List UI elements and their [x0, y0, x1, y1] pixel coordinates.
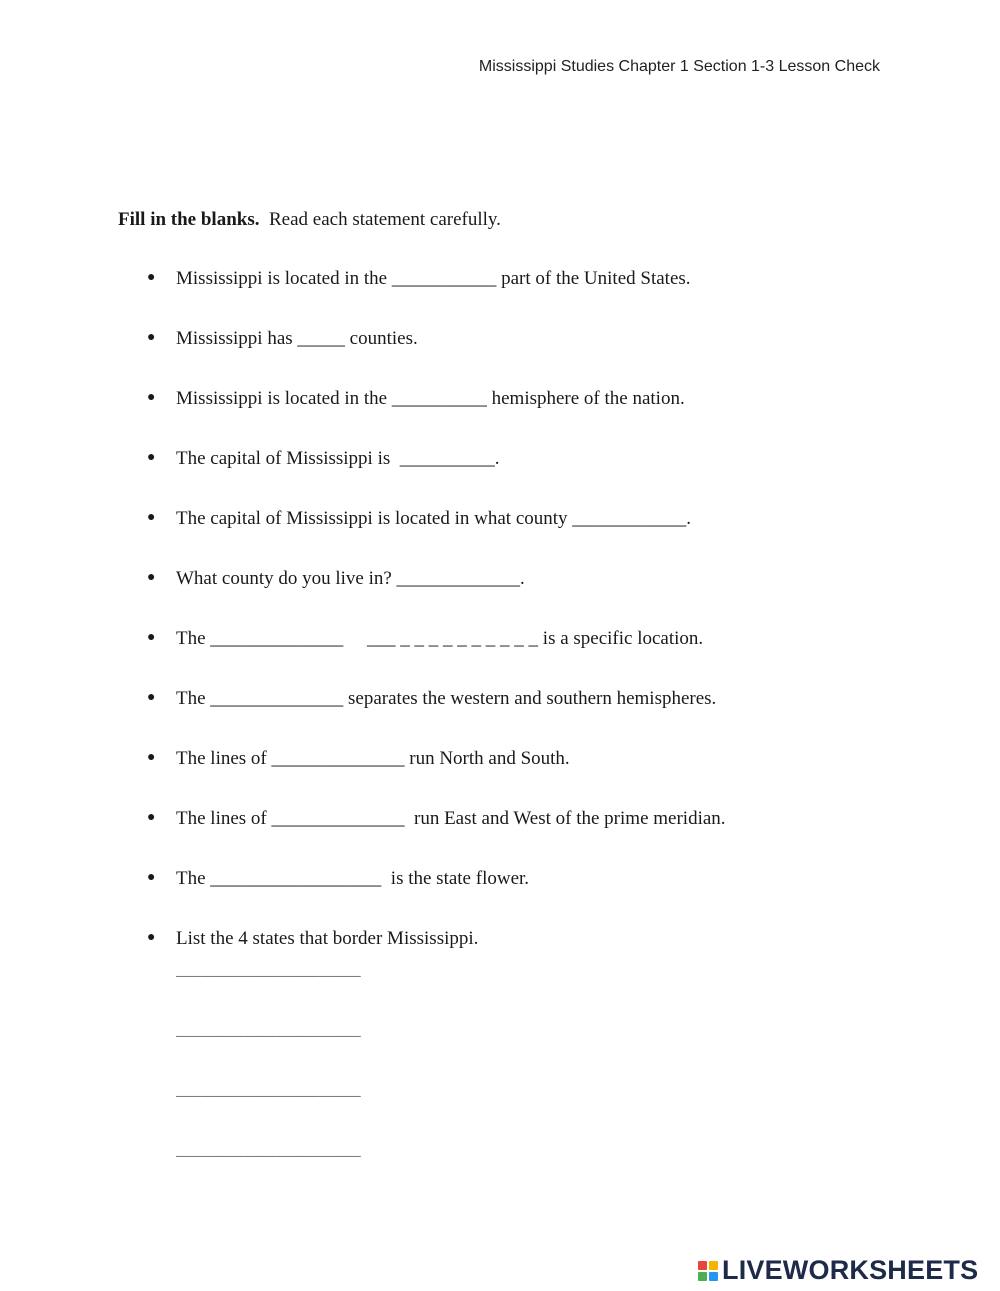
bullet-icon: ●: [147, 390, 156, 405]
answer-blank: ______________________: [176, 1084, 361, 1100]
question-text: The __________________ is the state flower.: [176, 868, 530, 889]
bullet-icon: ●: [147, 810, 156, 825]
bullet-icon: ●: [147, 450, 156, 465]
question-item: [0, 808, 1000, 868]
bullet-icon: ●: [147, 870, 156, 885]
question-item: [0, 748, 1000, 808]
question-item: [0, 448, 1000, 508]
answer-blank: ______________________: [176, 1144, 361, 1160]
question-text: The capital of Mississippi is __________.: [176, 448, 500, 469]
question-text: The lines of ______________ run East and West of the prime meridian.: [176, 808, 726, 829]
question-text: Mississippi has _____ counties.: [176, 328, 418, 349]
question-text: The capital of Mississippi is located in what county ____________.: [176, 508, 692, 529]
question-item: [0, 688, 1000, 748]
question-item: [0, 568, 1000, 628]
bullet-icon: ●: [147, 630, 156, 645]
liveworksheets-brand: [698, 1255, 978, 1286]
bullet-icon: ●: [147, 270, 156, 285]
question-item: [0, 328, 1000, 388]
question-item: [0, 868, 1000, 928]
question-item: [0, 508, 1000, 568]
bullet-icon: ●: [147, 930, 156, 945]
logo-square: [709, 1261, 718, 1270]
question-item: [0, 628, 1000, 688]
question-text: The ______________ separates the western and southern hemispheres.: [176, 688, 717, 709]
answer-blank: ______________________: [176, 1024, 361, 1040]
instructions-bold: Fill in the blanks.: [118, 209, 260, 230]
question-item: [0, 268, 1000, 328]
logo-square: [709, 1272, 718, 1281]
question-text: Mississippi is located in the __________ hemisphere of the nation.: [176, 388, 685, 409]
bullet-icon: ●: [147, 330, 156, 345]
question-item: [0, 388, 1000, 448]
logo-square: [698, 1261, 707, 1270]
question-item: [0, 928, 1000, 988]
instructions-text: Read each statement carefully.: [269, 209, 501, 230]
liveworksheets-logo-icon: [698, 1261, 718, 1281]
bullet-icon: ●: [147, 510, 156, 525]
answer-blank: ______________________: [176, 964, 361, 980]
question-text: Mississippi is located in the ___________ part of the United States.: [176, 268, 691, 289]
question-text: What county do you live in? _____________.: [176, 568, 525, 589]
logo-square: [698, 1272, 707, 1281]
brand-name: LIVEWORKSHEETS: [722, 1255, 979, 1285]
bullet-icon: ●: [147, 570, 156, 585]
question-text: The lines of ______________ run North and South.: [176, 748, 570, 769]
bullet-icon: ●: [147, 750, 156, 765]
bullet-icon: ●: [147, 690, 156, 705]
question-text: The ______________ ___ _ _ _ _ _ _ _ _ _ _ is a specific location.: [176, 628, 704, 649]
question-list: [0, 268, 1000, 988]
worksheet-title: Mississippi Studies Chapter 1 Section 1-3 Lesson Check: [478, 58, 880, 75]
border-states-answers: [176, 964, 361, 1204]
question-text: List the 4 states that border Mississippi.: [176, 928, 479, 949]
instructions: [118, 209, 501, 231]
